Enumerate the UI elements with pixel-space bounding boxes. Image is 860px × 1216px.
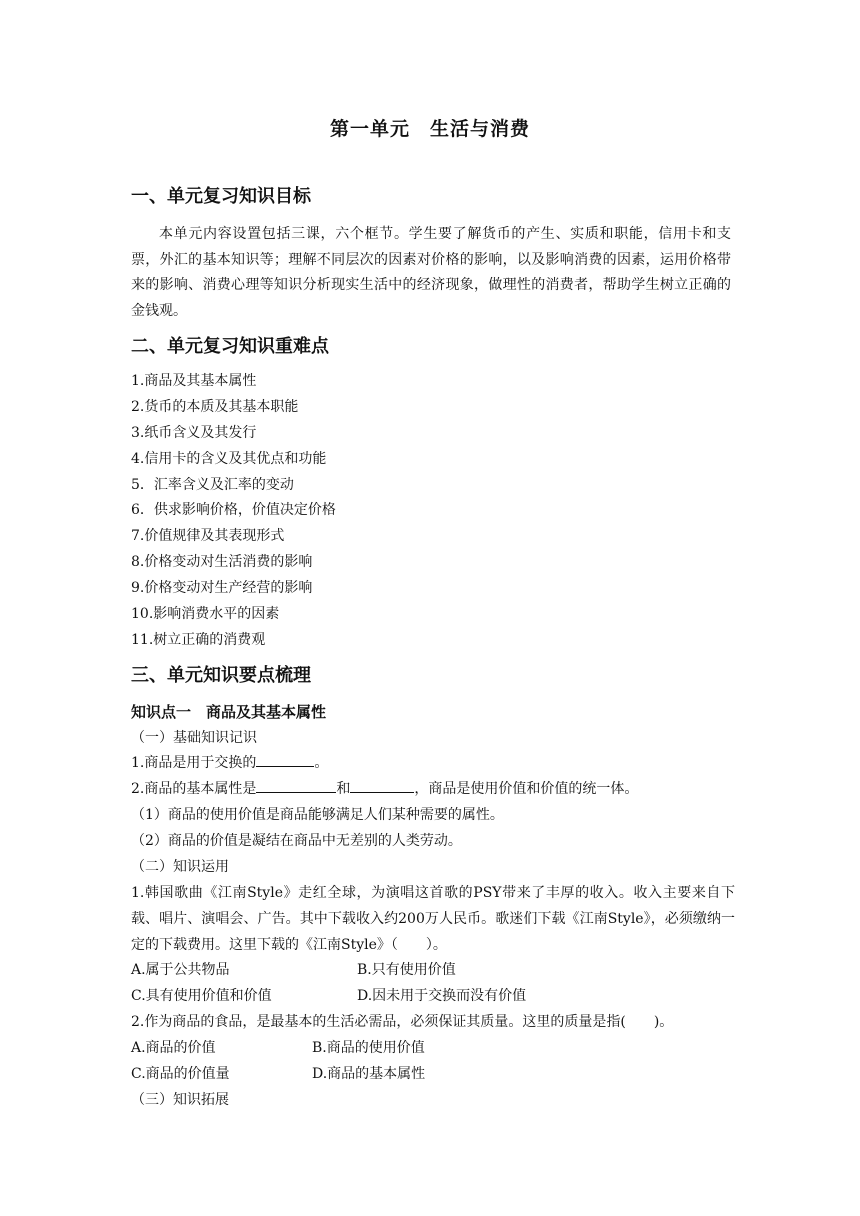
- section-heading-summary: 三、单元知识要点梳理: [131, 665, 311, 686]
- key-point-item: 6．供求影响价格，价值决定价格: [131, 502, 336, 518]
- basic-knowledge-label: （一）基础知识记识: [131, 730, 257, 746]
- key-point-item: 2.货币的本质及其基本职能: [131, 399, 299, 415]
- key-point-item: 9.价格变动对生产经营的影响: [131, 580, 313, 596]
- note-use-value: （1）商品的使用价值是商品能够满足人们某种需要的属性。: [131, 807, 504, 823]
- fill-question-end: ，商品是使用价值和价值的统一体。: [414, 781, 639, 797]
- fill-question-mid: 和: [336, 781, 351, 797]
- knowledge-application-label: （二）知识运用: [131, 859, 229, 875]
- q2-option-c[interactable]: C.商品的价值量: [131, 1066, 230, 1082]
- q1-option-a[interactable]: A.属于公共物品: [131, 962, 230, 978]
- key-point-item: 3.纸币含义及其发行: [131, 425, 257, 441]
- key-point-item: 4.信用卡的含义及其优点和功能: [131, 451, 327, 467]
- knowledge-point-heading: 知识点一 商品及其基本属性: [131, 703, 327, 721]
- q1-option-c[interactable]: C.具有使用价值和价值: [131, 988, 272, 1004]
- q2-option-d[interactable]: D.商品的基本属性: [312, 1066, 426, 1082]
- q1-option-d[interactable]: D.因未用于交换而没有价值: [357, 988, 527, 1004]
- q1-option-b[interactable]: B.只有使用价值: [357, 962, 456, 978]
- fill-question-text: 1.商品是用于交换的: [131, 755, 257, 771]
- intro-paragraph: 本单元内容设置包括三课，六个框节。学生要了解货币的产生、实质和职能，信用卡和支票，外汇的基本知识等；理解不同层次的因素对价格的影响，以及影响消费的因素，运用价格带来的影响、消费心理等知识分析现实生活中的经济现象，做理性的消费者，帮助学生树立正确的金钱观。: [131, 226, 731, 319]
- key-point-item: 5．汇率含义及汇率的变动: [131, 477, 294, 493]
- key-point-item: 11.树立正确的消费观: [131, 632, 266, 648]
- answer-blank[interactable]: [350, 778, 414, 793]
- key-point-item: 8.价格变动对生活消费的影响: [131, 554, 313, 570]
- key-point-item: 10.影响消费水平的因素: [131, 606, 280, 622]
- q2-option-a[interactable]: A.商品的价值: [131, 1040, 216, 1056]
- fill-in-question-2: [131, 778, 638, 800]
- section-heading-key-points: 二、单元复习知识重难点: [131, 336, 329, 357]
- note-value: （2）商品的价值是凝结在商品中无差别的人类劳动。: [131, 833, 462, 849]
- knowledge-expansion-label: （三）知识拓展: [131, 1092, 229, 1108]
- question-1: 1.韩国歌曲《江南Style》走红全球，为演唱这首歌的PSY带来了丰厚的收入。收入主要来自下载、唱片、演唱会、广告。其中下载收入约200万人民币。歌迷们下载《江南Style》，必须缴纳一定的下载费用。这里下载的《江南Style》（ ）。: [131, 885, 735, 953]
- q2-option-b[interactable]: B.商品的使用价值: [312, 1040, 425, 1056]
- page-title: 第一单元 生活与消费: [329, 118, 530, 140]
- answer-blank[interactable]: [256, 778, 336, 793]
- answer-blank[interactable]: [256, 752, 314, 767]
- question-2: 2.作为商品的食品，是最基本的生活必需品，必须保证其质量。这里的质量是指( )。: [131, 1014, 674, 1030]
- fill-question-text: 2.商品的基本属性是: [131, 781, 257, 797]
- fill-question-end: 。: [314, 755, 329, 771]
- key-point-item: 7.价值规律及其表现形式: [131, 528, 285, 544]
- section-heading-objectives: 一、单元复习知识目标: [131, 186, 311, 207]
- fill-in-question-1: [131, 752, 328, 774]
- key-point-item: 1.商品及其基本属性: [131, 373, 257, 389]
